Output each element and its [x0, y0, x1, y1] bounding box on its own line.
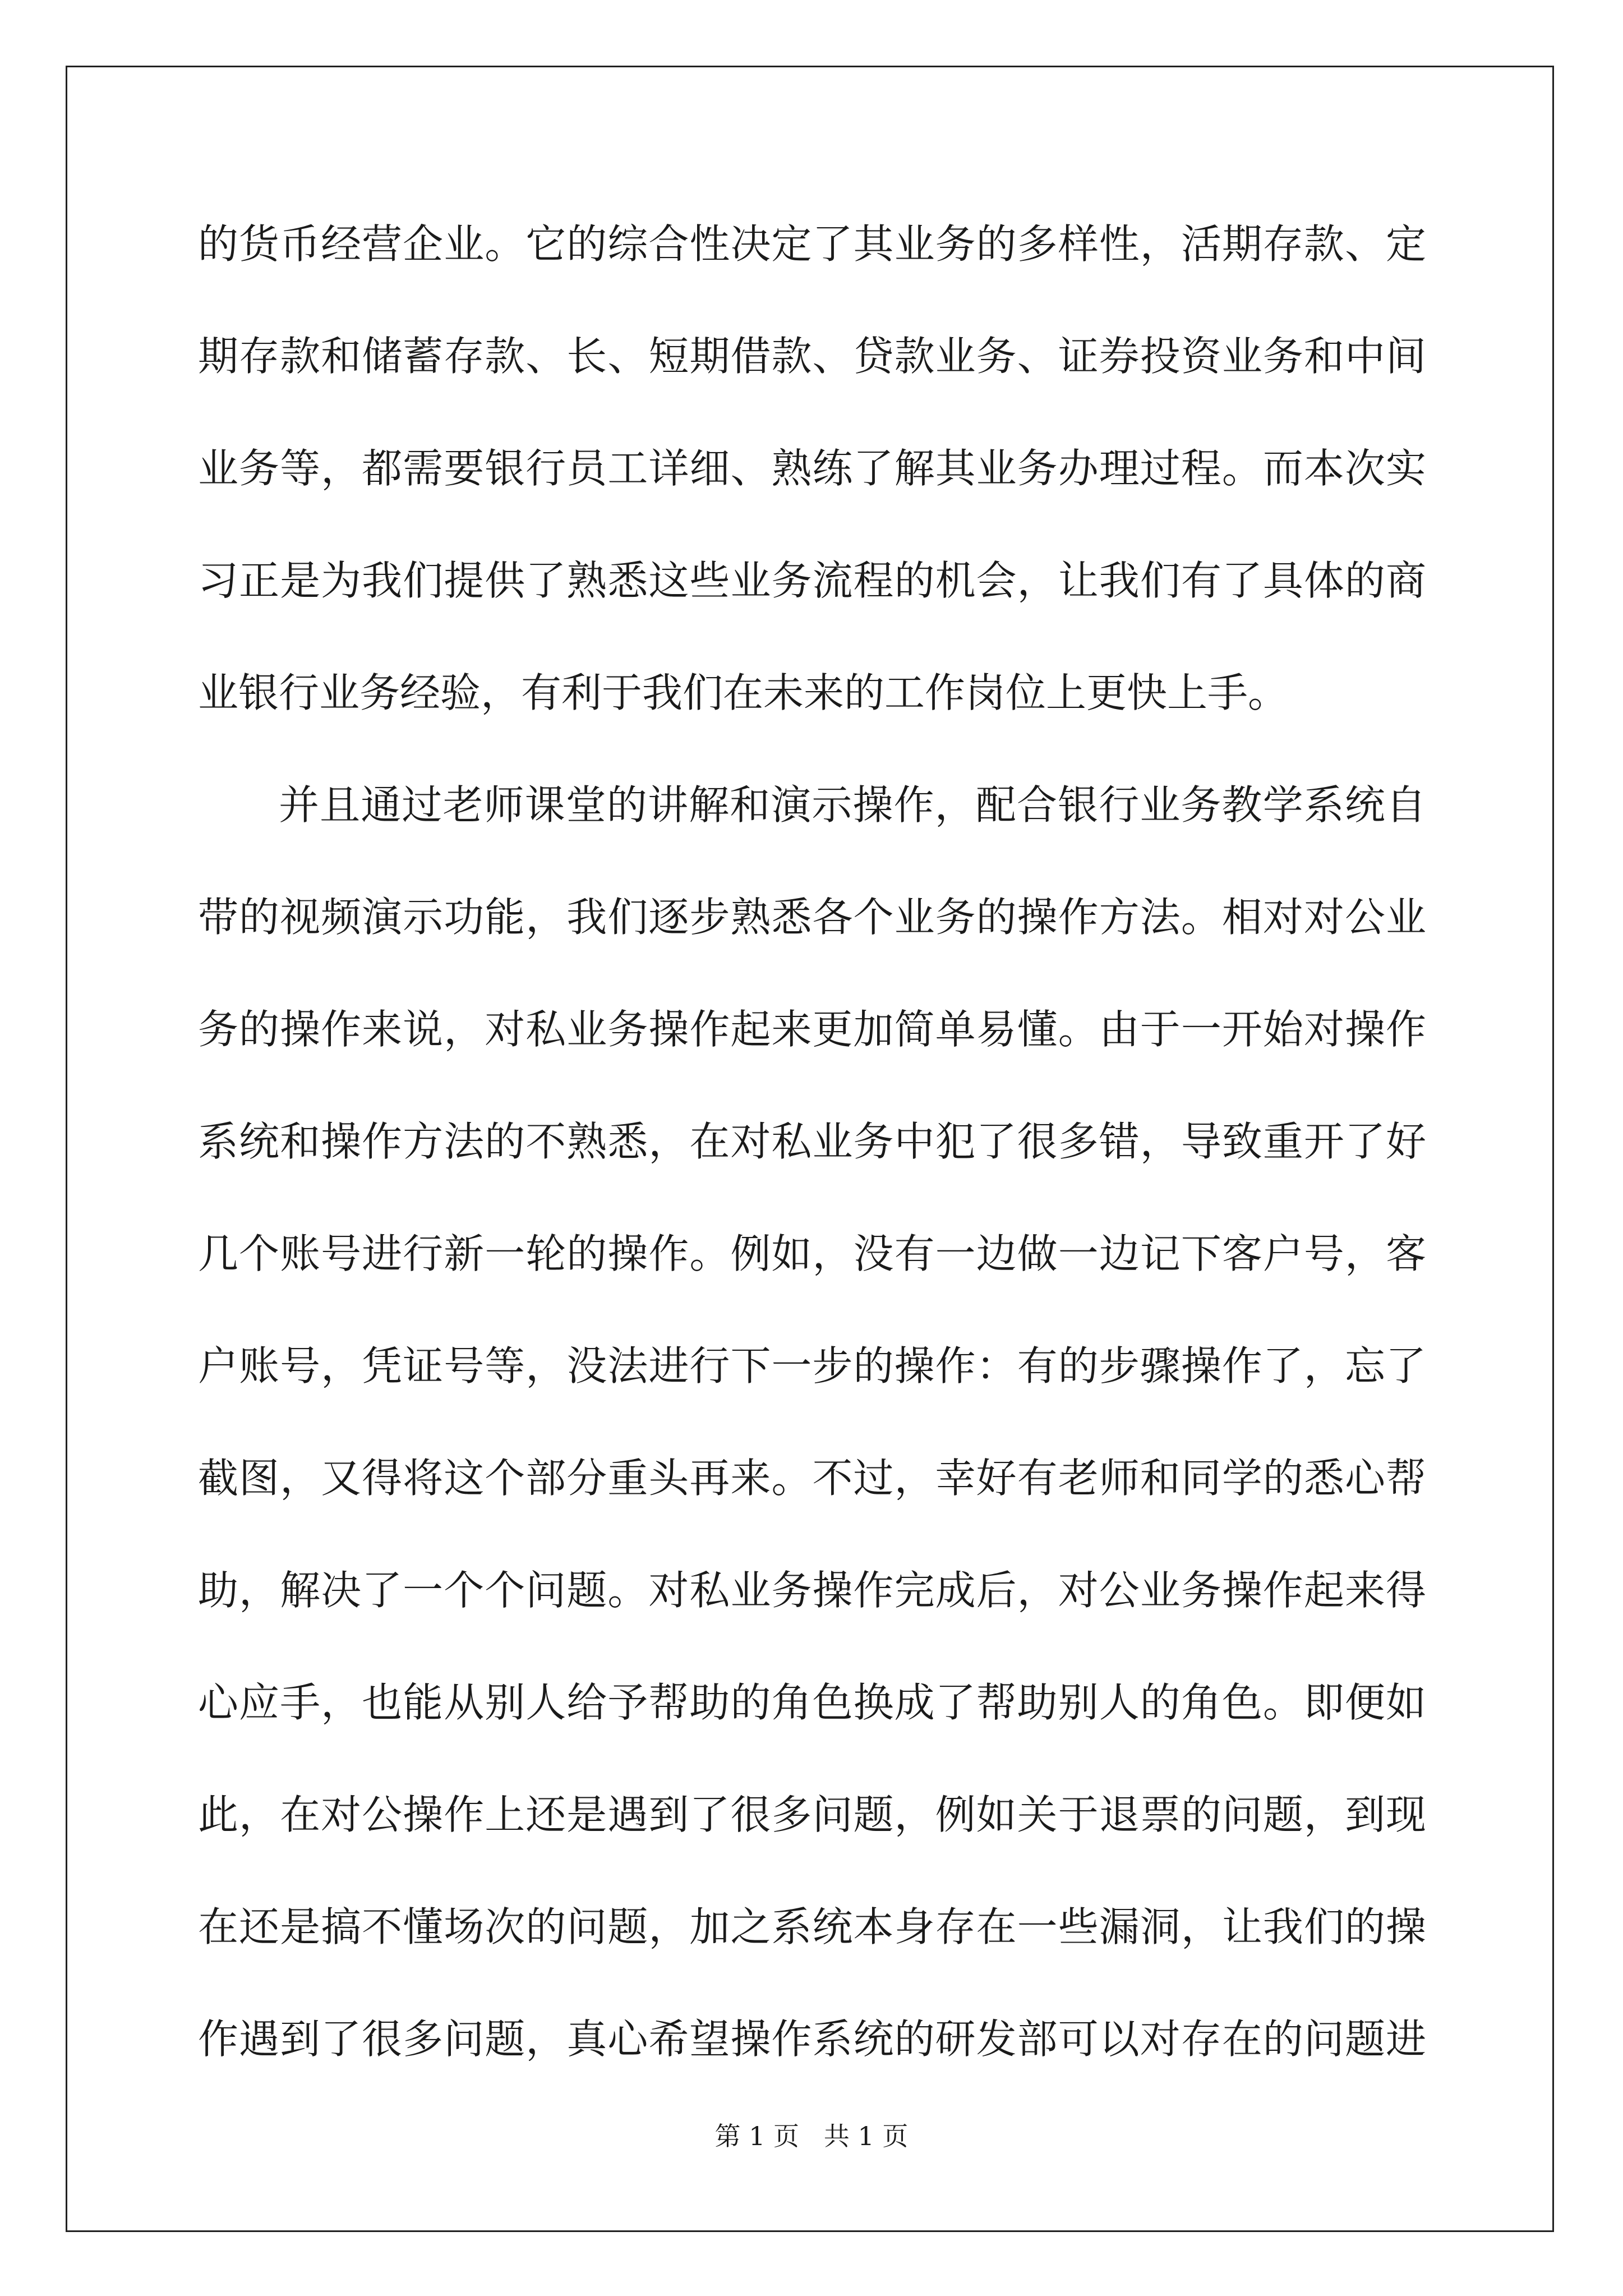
text-line: 带的视频演示功能，我们逐步熟悉各个业务的操作方法。相对对公业: [198, 894, 1426, 941]
paragraph-first-line: 并且通过老师课堂的讲解和演示操作，配合银行业务教学系统自: [279, 781, 1426, 829]
text-line: 期存款和储蓄存款、长、短期借款、贷款业务、证券投资业务和中间: [198, 333, 1426, 380]
text-line: 业银行业务经验，有利于我们在未来的工作岗位上更快上手。: [198, 669, 1289, 716]
text-line: 此，在对公操作上还是遇到了很多问题，例如关于退票的问题，到现: [198, 1791, 1426, 1838]
text-line: 系统和操作方法的不熟悉，在对私业务中犯了很多错，导致重开了好: [198, 1118, 1426, 1165]
text-line: 的货币经营企业。它的综合性决定了其业务的多样性，活期存款、定: [198, 220, 1426, 268]
text-line: 户账号，凭证号等，没法进行下一步的操作：有的步骤操作了，忘了: [198, 1342, 1426, 1389]
text-line: 作遇到了很多问题，真心希望操作系统的研发部可以对存在的问题进: [198, 2016, 1426, 2063]
text-line: 助，解决了一个个问题。对私业务操作完成后，对公业务操作起来得: [198, 1567, 1426, 1614]
text-line: 习正是为我们提供了熟悉这些业务流程的机会，让我们有了具体的商: [198, 557, 1426, 604]
page-footer: 第 1 页 共 1 页: [714, 2121, 909, 2151]
text-line: 业务等，都需要银行员工详细、熟练了解其业务办理过程。而本次实: [198, 445, 1426, 492]
text-line: 几个账号进行新一轮的操作。例如，没有一边做一边记下客户号，客: [198, 1230, 1426, 1277]
text-line: 务的操作来说，对私业务操作起来更加简单易懂。由于一开始对操作: [198, 1006, 1426, 1053]
text-line: 截图，又得将这个部分重头再来。不过，幸好有老师和同学的悉心帮: [198, 1455, 1426, 1502]
text-line: 在还是搞不懂场次的问题，加之系统本身存在一些漏洞，让我们的操: [198, 1903, 1426, 1950]
text-line: 心应手，也能从别人给予帮助的角色换成了帮助别人的角色。即便如: [198, 1679, 1426, 1726]
